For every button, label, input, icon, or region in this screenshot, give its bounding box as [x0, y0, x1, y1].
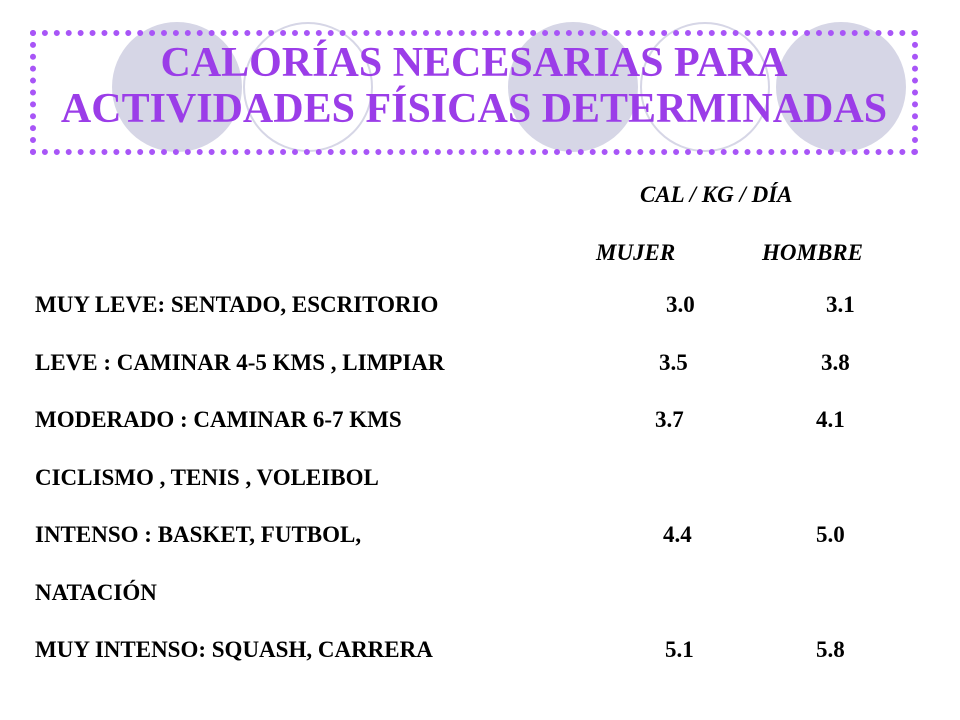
- value-mujer: 3.7: [655, 407, 684, 432]
- table-row: [0, 465, 960, 505]
- slide-title: [30, 40, 918, 132]
- table-row: [0, 350, 960, 390]
- table-row: [0, 522, 960, 562]
- activity-label: MODERADO : CAMINAR 6-7 KMS: [35, 407, 402, 432]
- value-hombre: 3.1: [826, 292, 855, 317]
- value-hombre: 5.0: [816, 522, 845, 547]
- value-hombre: 4.1: [816, 407, 845, 432]
- activity-label: LEVE : CAMINAR 4-5 KMS , LIMPIAR: [35, 350, 445, 375]
- column-header-hombre: HOMBRE: [762, 240, 863, 265]
- activity-label: MUY INTENSO: SQUASH, CARRERA: [35, 637, 433, 662]
- table-row: [0, 292, 960, 332]
- value-mujer: 5.1: [665, 637, 694, 662]
- title-line-1: CALORÍAS NECESARIAS PARA: [160, 40, 788, 86]
- table-row: [0, 637, 960, 677]
- column-header-mujer: MUJER: [596, 240, 676, 265]
- value-mujer: 3.0: [666, 292, 695, 317]
- activity-label: CICLISMO , TENIS , VOLEIBOL: [35, 465, 379, 490]
- activity-label: NATACIÓN: [35, 580, 157, 605]
- value-mujer: 4.4: [663, 522, 692, 547]
- table-row: [0, 407, 960, 447]
- unit-label: CAL / KG / DÍA: [640, 182, 793, 207]
- activity-label: INTENSO : BASKET, FUTBOL,: [35, 522, 362, 547]
- value-hombre: 5.8: [816, 637, 845, 662]
- value-hombre: 3.8: [821, 350, 850, 375]
- value-mujer: 3.5: [659, 350, 688, 375]
- title-line-2: ACTIVIDADES FÍSICAS DETERMINADAS: [60, 86, 888, 132]
- activity-label: MUY LEVE: SENTADO, ESCRITORIO: [35, 292, 439, 317]
- table-row: [0, 580, 960, 620]
